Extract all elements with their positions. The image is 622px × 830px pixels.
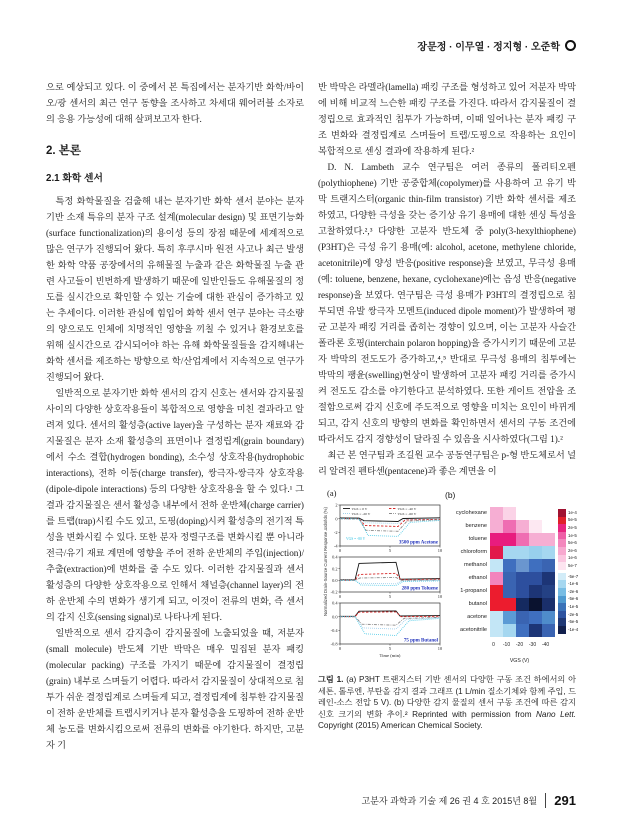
line-charts xyxy=(327,487,443,659)
figure-panel-b xyxy=(443,487,578,669)
subsection-heading: 2.1 화학 센서 xyxy=(46,173,103,184)
heatmap-cell xyxy=(503,611,516,624)
heatmap-cell xyxy=(490,520,503,533)
heatmap-cell xyxy=(490,585,503,598)
colorbar-swatch xyxy=(558,626,566,634)
svg-text:0: 0 xyxy=(338,646,342,652)
heatmap-row-label: acetone xyxy=(467,614,487,620)
colorbar xyxy=(558,509,578,637)
heatmap-cell xyxy=(503,585,516,598)
colorbar-swatch xyxy=(558,555,566,563)
colorbar-label: 1e-5 xyxy=(568,532,577,538)
colorbar-label: -1e-6 xyxy=(568,581,579,587)
page-footer xyxy=(362,793,576,808)
svg-text:0: 0 xyxy=(335,516,338,522)
colorbar-label: -1e-4 xyxy=(568,626,579,632)
colorbar-label: -5e-7 xyxy=(568,573,579,579)
colorbar-label: 5e-7 xyxy=(568,562,577,568)
right-column xyxy=(318,79,579,753)
colorbar-label: 2e-6 xyxy=(568,547,577,553)
heatmap-row xyxy=(443,546,555,559)
figure-panel-a xyxy=(318,487,443,659)
heatmap-row xyxy=(443,624,555,637)
svg-text:0.4: 0.4 xyxy=(332,555,338,560)
heatmap-row-label: methanol xyxy=(463,562,487,568)
section-heading: 2. 본론 xyxy=(46,145,82,157)
svg-text:5: 5 xyxy=(388,548,392,554)
heatmap-cell xyxy=(542,624,555,637)
heatmap-cell xyxy=(490,624,503,637)
svg-text:-2: -2 xyxy=(333,529,338,535)
panel-a-label: (a) xyxy=(327,488,337,498)
svg-text:-0.2: -0.2 xyxy=(330,589,338,595)
page-header xyxy=(46,38,576,53)
svg-text:2: 2 xyxy=(335,503,338,508)
heatmap-cell xyxy=(529,624,542,637)
body-paragraph: D. N. Lambeth 교수 연구팀은 여러 종류의 폴리티오펜(polythiophene) 기반 공중합체(copolymer)를 사용하여 고 유기 박막 트랜지스터(organic thin-film transistor) 기반 화학 센서를 제조하였고, 다양한 극성을 갖는 증기상 유기 용매에 대한 센싱 특성을 고찰하였다.²,³ 다양한 고분자 반도체 중 poly(3-hexylthiophene) (P3HT)은 극성 유기 용매(예: alcohol, acetone, methylene chloride, acetonitrile)에 양성 반응(positive response)을 보였고, 무극성 용매(예: toluene, benzene, hexane, cyclohexane)에는 음성 반응(negative response)을 보였다. 연구팀은 극성 용매가 P3HT의 결정립으로 침투되면 유발 쌍극자 모멘트(induced dipole moment)가 발생하여 평균 고분자 패킹 거리를 좁히는 경향이 있으며, 이는 고분자 사슬간 폴라론 호핑(interchain polaron hopping)을 증가시키기 때문에 고분자 박막의 전도도가 증가하고,⁴,⁵ 반대로 무극성 용매의 침투에는 박막의 팽윤(swelling)현상이 발생하여 고분자 패킹 거리를 증가시켜 전도도 감소를 야기한다고 분석하였다. 또한 게이트 전압을 조절함으로써 감지 신호에 주도적으로 영향을 미치는 요인이 바뀌게 되고, 감지 신호의 방향의 변화를 확인하면서 센서의 구동 조건에 따라서도 감지 경향성이 달라질 수 있음을 시사하였다(그림 1).² xyxy=(318,162,576,444)
heatmap-row xyxy=(443,533,555,546)
svg-text:VGS = -80 V: VGS = -80 V xyxy=(346,537,366,542)
colorbar-label: 5e-6 xyxy=(568,540,577,546)
heatmap-row-label: toluene xyxy=(468,536,487,542)
heatmap-cell xyxy=(516,585,529,598)
colorbar-swatch xyxy=(558,618,566,626)
journal-info: 고분자 과학과 기술 제 26 권 4 호 2015년 8월 xyxy=(361,796,538,806)
heatmap-cell xyxy=(503,572,516,585)
svg-text:0.0: 0.0 xyxy=(332,577,338,583)
svg-text:75 ppm Butanol: 75 ppm Butanol xyxy=(403,638,438,644)
authors: 장문정 · 이무열 · 정지형 · 오준학 xyxy=(417,42,560,53)
colorbar-label: 2e-5 xyxy=(568,524,577,530)
heatmap-cell xyxy=(542,533,555,546)
svg-text:VGS = -20 V: VGS = -20 V xyxy=(351,511,371,516)
colorbar-label: -5e-6 xyxy=(568,596,579,602)
colorbar-swatch xyxy=(558,509,566,517)
heatmap-cell xyxy=(503,533,516,546)
figure-caption-journal: Nano Lett. xyxy=(536,709,576,719)
colorbar-label: 5e-5 xyxy=(568,517,577,523)
svg-text:10: 10 xyxy=(437,594,443,600)
heatmap-x-tick: -20 xyxy=(515,642,524,648)
heatmap xyxy=(443,507,555,637)
colorbar-swatch xyxy=(558,539,566,547)
heatmap-cell xyxy=(503,624,516,637)
heatmap-row xyxy=(443,598,555,611)
heatmap-cell xyxy=(490,572,503,585)
colorbar-swatch xyxy=(558,611,566,619)
colorbar-swatch xyxy=(558,596,566,604)
svg-text:Time (min): Time (min) xyxy=(379,653,401,658)
author-mark-icon xyxy=(565,40,576,51)
colorbar-swatch xyxy=(558,547,566,555)
svg-text:-0.8: -0.8 xyxy=(330,641,338,647)
body-paragraph: 일반적으로 센서 감지층이 감지물질에 노출되었을 때, 저분자(small molecule) 반도체 기반 박막은 매우 밀집된 분자 패킹(molecular packing) 구조를 가지기 때문에 감지물질이 결정립(grain) 내부로 스며들기 어렵다. 따라서 감지물질이 상대적으로 침투가 쉬운 결정립계로 스며들게 되고, 결정립계에 침투한 감지물질이 전하 운반체를 트랩시키거나 분자 활성층을 도핑하여 전하 운반체 농도를 변화시킴으로써 전류의 변화를 야기한다. 하지만, 고분자 기 xyxy=(46,628,305,750)
heatmap-cell xyxy=(529,559,542,572)
colorbar-swatch xyxy=(558,532,566,540)
body-paragraph: 특정 화학물질을 검출해 내는 분자기반 화학 센서 분야는 분자기반 소재 특유의 분자 구조 설계(molecular design) 및 표면기능화(surface functionalization)의 용이성 등의 장점 때문에 세계적으로 많은 연구가 진행되어 왔다. 특히 후쿠시마 원전 사고나 최근 발생한 화학 약품 공장에서의 유해물질 누출과 같은 화학물질 누출 관련 사고들이 빈번하게 발생하기 때문에 일반인들도 유해물질의 정도를 실시간으로 확인할 수 있는 기술에 대한 관심이 증가하고 있는 추세이다. 이러한 관심에 힘입어 화학 센서 연구 분야는 극소량의 양으로도 인체에 치명적인 영향을 끼칠 수 있거나 환경보호를 위해 실시간으로 감시되어야 하는 유해 화학물질들을 감지해내는 화학 센서를 제조하는 방향으로 학/산업계에서 지속적으로 연구가 진행되어 왔다. xyxy=(46,196,304,382)
heatmap-x-tick: -40 xyxy=(541,642,550,648)
svg-text:-0.4: -0.4 xyxy=(330,627,338,633)
svg-text:0: 0 xyxy=(338,594,342,600)
heatmap-row-label: acetonitrile xyxy=(459,627,487,633)
heatmap-cell xyxy=(542,546,555,559)
body-paragraph: 최근 본 연구팀과 조길원 교수 공동연구팀은 p-형 반도체로서 널리 알려진 펜타센(pentacene)과 좋은 계면을 이 xyxy=(318,450,576,476)
body-paragraph: 일반적으로 분자기반 화학 센서의 감지 신호는 센서와 감지물질 사이의 다양한 상호작용들이 복합적으로 영향을 미친 결과라고 알려져 있다. 센서의 활성층(active layer)을 구성하는 분자 재료와 감지물질은 분자 소재 활성층의 표면이나 결정립계(grain boundary)에서 수소 결합(hydrogen bonding), 소수성 상호작용(hydrophobic interactions), 전하 이동(charge transfer), 쌍극자-쌍극자 상호작용(dipole-dipole interactions) 등의 다양한 상호작용을 할 수 있다.¹ 그 결과 감지물질은 센서 활성층 내부에서 전하 운반체(charge carrier)를 트랩(trap)시킬 수도 있고, 도핑(doping)시켜 활성층의 전기적 특성을 변화시킬 수 있다. 또한 분자 정렬구조를 변화시킬 뿐 아니라 전극/유기 재료 계면에 영향을 주어 전하 운반체의 주입(injection)/추출(extraction)에 변화를 줄 수도 있다. 이러한 감지물질과 센서 활성층의 다양한 상호작용으로 인해서 채널층(channel layer)의 전하 운반체 수의 변화가 생기게 되고, 이것이 전류의 변화, 즉 센서의 감지 신호(sensing signal)로 나타나게 된다. xyxy=(46,388,304,622)
heatmap-cell xyxy=(516,598,529,611)
colorbar-swatch xyxy=(558,517,566,525)
heatmap-x-tick: -30 xyxy=(528,642,537,648)
heatmap-cell xyxy=(529,585,542,598)
heatmap-cell xyxy=(516,546,529,559)
left-column xyxy=(46,79,304,753)
heatmap-cell xyxy=(503,559,516,572)
panel-b-label: (b) xyxy=(445,490,456,500)
heatmap-cell xyxy=(490,598,503,611)
figure-1 xyxy=(318,487,579,669)
heatmap-cell xyxy=(516,559,529,572)
heatmap-cell xyxy=(490,611,503,624)
heatmap-x-label: VGS (V) xyxy=(509,658,530,664)
colorbar-swatch xyxy=(558,562,566,570)
heatmap-cell xyxy=(529,546,542,559)
heatmap-cell xyxy=(490,533,503,546)
chart-acetone xyxy=(327,503,443,555)
heatmap-row-label: benzene xyxy=(465,523,487,529)
heatmap-cell xyxy=(490,559,503,572)
heatmap-cell xyxy=(542,520,555,533)
columns xyxy=(46,79,579,753)
colorbar-label: -1e-5 xyxy=(568,603,579,609)
colorbar-label: -2e-5 xyxy=(568,611,579,617)
heatmap-row-label: chloroform xyxy=(460,549,487,555)
svg-text:5: 5 xyxy=(388,594,392,600)
heatmap-x-ticks xyxy=(487,637,578,653)
colorbar-swatch xyxy=(558,588,566,596)
heatmap-cell xyxy=(529,598,542,611)
heatmap-cell xyxy=(516,624,529,637)
heatmap-cell xyxy=(516,533,529,546)
heatmap-x-tick: -10 xyxy=(502,642,511,648)
heatmap-cell xyxy=(503,546,516,559)
svg-text:0: 0 xyxy=(338,548,342,554)
heatmap-cell xyxy=(529,507,542,520)
heatmap-cell xyxy=(490,546,503,559)
heatmap-row-label: butanol xyxy=(468,601,487,607)
heatmap-cell xyxy=(516,611,529,624)
heatmap-cell xyxy=(516,507,529,520)
figure-caption xyxy=(318,674,576,732)
heatmap-cell xyxy=(542,598,555,611)
heatmap-cell xyxy=(503,507,516,520)
heatmap-cell xyxy=(516,520,529,533)
heatmap-cell xyxy=(542,559,555,572)
colorbar-swatch xyxy=(558,580,566,588)
colorbar-swatch xyxy=(558,573,566,581)
svg-text:10: 10 xyxy=(437,548,443,554)
svg-text:0.0: 0.0 xyxy=(332,614,338,620)
figure-y-axis-label: Normalized Drain-Source Current Response ΔIds/Ids (%) xyxy=(323,507,328,617)
chart-butanol xyxy=(327,601,443,659)
colorbar-label: 1e-6 xyxy=(568,555,577,561)
svg-text:0.2: 0.2 xyxy=(332,566,338,572)
colorbar-label: 1e-4 xyxy=(568,509,577,515)
body-paragraph: 반 박막은 라멜라(lamella) 패킹 구조를 형성하고 있어 저분자 박막에 비해 비교적 느슨한 패킹 구조를 가진다. 따라서 감지물질이 결정립으로 효과적인 침투가 가능하며, 이때 일어나는 분자 패킹 구조 변화와 결정립계로 스며들어 트랩/도핑으로 작용하는 요인이 복합적으로 센싱 결과에 작용하게 된다.² xyxy=(318,82,576,156)
heatmap-row xyxy=(443,585,555,598)
svg-text:10: 10 xyxy=(437,646,443,652)
heatmap-cell xyxy=(503,598,516,611)
heatmap-row-label: 1-propanol xyxy=(460,588,487,594)
heatmap-x-tick: 0 xyxy=(492,642,495,648)
heatmap-cell xyxy=(542,572,555,585)
footer-divider xyxy=(545,793,546,808)
heatmap-cell xyxy=(542,507,555,520)
heatmap-cell xyxy=(529,611,542,624)
heatmap-row xyxy=(443,507,555,520)
chart-toluene xyxy=(327,555,443,601)
colorbar-label: -5e-5 xyxy=(568,619,579,625)
heatmap-row xyxy=(443,559,555,572)
heatmap-cell xyxy=(529,572,542,585)
figure-caption-copyright: Copyright (2015) American Chemical Society. xyxy=(318,721,483,731)
heatmap-row xyxy=(443,572,555,585)
figure-caption-body: (a) P3HT 트랜지스터 기반 센서의 다양한 구동 조건 하에서의 아세톤, 톨루엔, 부탄올 감지 결과 그래프 (1 L/min 질소기체와 함께 주입, 드레인-소스 전압 5 V). (b) 다양한 감지 물질의 센서 구동 조건에 따른 감지 신호 크기의 변화 추이.² Reprinted with permission from xyxy=(318,675,577,719)
heatmap-cell xyxy=(490,507,503,520)
heatmap-row xyxy=(443,611,555,624)
heatmap-row xyxy=(443,520,555,533)
heatmap-row-label: ethanol xyxy=(468,575,487,581)
svg-text:VGS = -60 V: VGS = -60 V xyxy=(397,511,417,516)
body-paragraph: 으로 예상되고 있다. 이 중에서 본 특집에서는 분자기반 화학/바이오/광 센서의 최근 연구 동향을 조사하고 차세대 웨어러블 소자로의 응용 가능성에 대해 살펴보고자 한다. xyxy=(46,82,304,124)
svg-text:VGS = 0 V: VGS = 0 V xyxy=(351,506,368,511)
svg-text:-4: -4 xyxy=(333,543,338,549)
svg-text:5: 5 xyxy=(388,646,392,652)
colorbar-segment xyxy=(558,626,578,634)
colorbar-label: -2e-6 xyxy=(568,588,579,594)
colorbar-swatch xyxy=(558,524,566,532)
page-number: 291 xyxy=(554,793,576,808)
heatmap-cell xyxy=(529,520,542,533)
heatmap-cell xyxy=(503,520,516,533)
svg-text:VGS = -40 V: VGS = -40 V xyxy=(397,506,417,511)
heatmap-cell xyxy=(516,572,529,585)
colorbar-swatch xyxy=(558,603,566,611)
heatmap-cell xyxy=(529,533,542,546)
heatmap-cell xyxy=(542,611,555,624)
svg-text:280 ppm Toluene: 280 ppm Toluene xyxy=(401,586,438,592)
heatmap-row-label: cyclohexane xyxy=(455,510,487,516)
heatmap-cell xyxy=(542,585,555,598)
svg-text:0.4: 0.4 xyxy=(332,601,338,606)
figure-caption-label: 그림 1. xyxy=(318,675,344,684)
svg-text:3500 ppm Acetone: 3500 ppm Acetone xyxy=(398,540,438,546)
